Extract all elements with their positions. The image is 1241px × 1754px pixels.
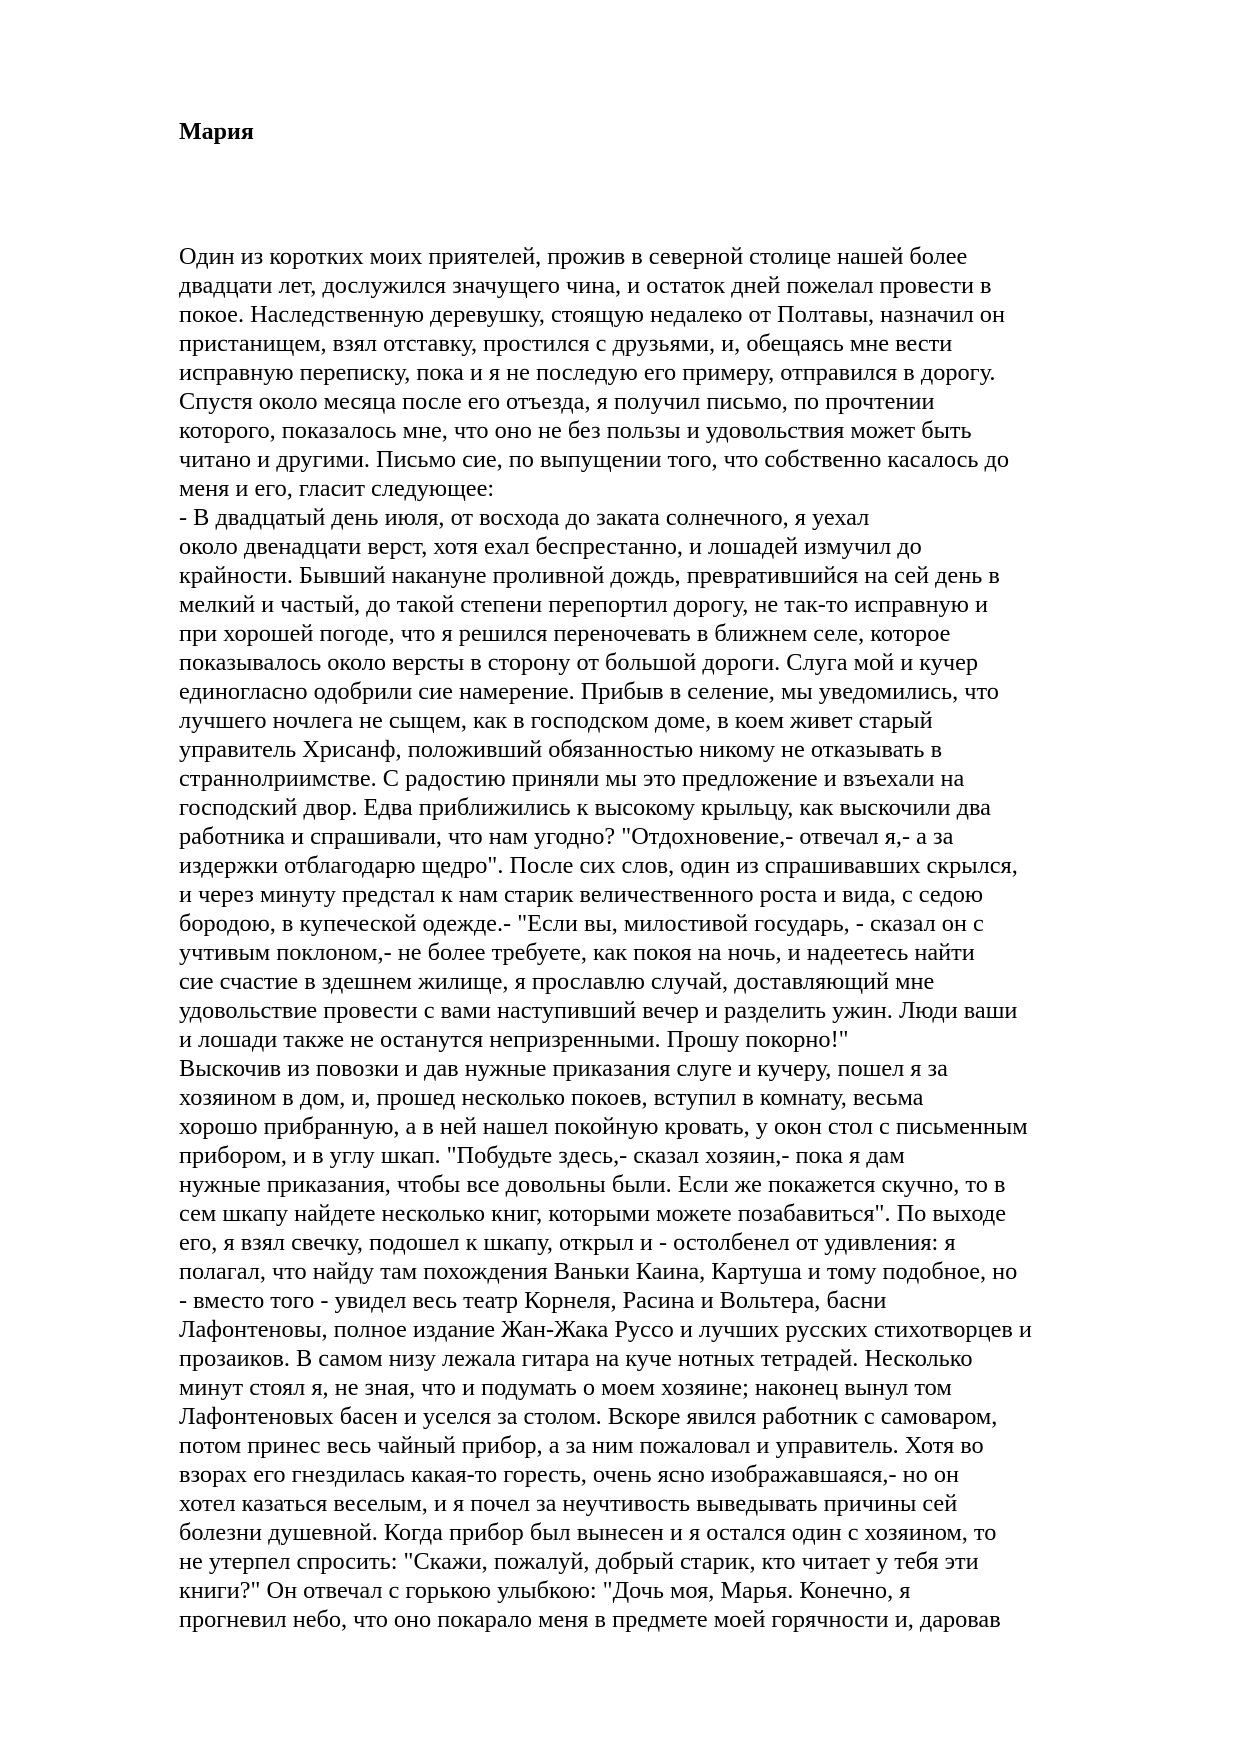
text-line: показывалось около версты в сторону от большой дороги. Слуга мой и кучер — [179, 649, 979, 676]
text-line: мелкий и частый, до такой степени перепортил дорогу, не так-то исправную и — [179, 591, 988, 618]
text-line: бородою, в купеческой одежде.- "Если вы, милостивой государь, - сказал он с — [179, 910, 984, 937]
text-line: болезни душевной. Когда прибор был вынесен и я остался один с хозяином, то — [179, 1519, 997, 1546]
text-line: учтивым поклоном,- не более требуете, как покоя на ночь, и надеетесь найти — [179, 939, 975, 966]
text-line: сем шкапу найдете несколько книг, которыми можете позабавиться". По выходе — [179, 1200, 1006, 1227]
text-line: не утерпел спросить: "Скажи, пожалуй, добрый старик, кто читает у тебя эти — [179, 1548, 979, 1575]
text-line: нужные приказания, чтобы все довольны были. Если же покажется скучно, то в — [179, 1171, 1006, 1198]
text-line: прогневил небо, что оно покарало меня в предмете моей горячности и, даровав — [179, 1606, 1001, 1633]
text-line: исправную переписку, пока и я не последую его примеру, отправился в дорогу. — [179, 359, 996, 386]
text-line: Один из коротких моих приятелей, прожив в северной столице нашей более — [179, 243, 968, 270]
text-line: меня и его, гласит следующее: — [179, 475, 495, 502]
text-line: покое. Наследственную деревушку, стоящую недалеко от Полтавы, назначил он — [179, 301, 1005, 328]
text-line: около двенадцати верст, хотя ехал беспрестанно, и лошадей измучил до — [179, 533, 922, 560]
text-line: крайности. Бывший накануне проливной дождь, превратившийся на сей день в — [179, 562, 1000, 589]
text-line: лучшего ночлега не сыщем, как в господском доме, в коем живет старый — [179, 707, 933, 734]
text-line: Спустя около месяца после его отъезда, я получил письмо, по прочтении — [179, 388, 935, 415]
text-line: страннолриимстве. С радостию приняли мы это предложение и взъехали на — [179, 765, 965, 792]
text-line: Лафонтеновых басен и уселся за столом. Вскоре явился работник с самоваром, — [179, 1403, 998, 1430]
text-line: минут стоял я, не зная, что и подумать о моем хозяине; наконец вынул том — [179, 1374, 952, 1401]
text-line: потом принес весь чайный прибор, а за ним пожаловал и управитель. Хотя во — [179, 1432, 984, 1459]
text-line: господский двор. Едва приближились к высокому крыльцу, как выскочили два — [179, 794, 991, 821]
text-line: при хорошей погоде, что я решился переночевать в ближнем селе, которое — [179, 620, 951, 647]
text-line: полагал, что найду там похождения Ваньки Каина, Картуша и тому подобное, но — [179, 1258, 1018, 1285]
text-line: единогласно одобрили сие намерение. Прибыв в селение, мы уведомились, что — [179, 678, 999, 705]
text-line: которого, показалось мне, что оно не без пользы и удовольствия может быть — [179, 417, 972, 444]
text-line: удовольствие провести с вами наступивший вечер и разделить ужин. Люди ваши — [179, 997, 1018, 1024]
text-line: Выскочив из повозки и дав нужные приказания слуге и кучеру, пошел я за — [179, 1055, 948, 1082]
text-line: работника и спрашивали, что нам угодно? "Отдохновение,- отвечал я,- а за — [179, 823, 954, 850]
text-line: хозяином в дом, и, прошед несколько покоев, вступил в комнату, весьма — [179, 1084, 924, 1111]
text-line: и лошади также не останутся непризренными. Прошу покорно!" — [179, 1026, 849, 1053]
text-line: взорах его гнездилась какая-то горесть, очень ясно изображавшаяся,- но он — [179, 1461, 959, 1488]
text-line: управитель Хрисанф, положивший обязанностью никому не отказывать в — [179, 736, 943, 763]
text-line: читано и другими. Письмо сие, по выпущении того, что собственно касалось до — [179, 446, 1010, 473]
text-line: его, я взял свечку, подошел к шкапу, открыл и - остолбенел от удивления: я — [179, 1229, 956, 1256]
text-line: - В двадцатый день июля, от восхода до заката солнечного, я уехал — [179, 504, 870, 531]
text-line: и через минуту предстал к нам старик величественного роста и вида, с седою — [179, 881, 984, 908]
text-line: двадцати лет, дослужился значущего чина, и остаток дней пожелал провести в — [179, 272, 992, 299]
text-line: издержки отблагодарю щедро". После сих слов, один из спрашивавших скрылся, — [179, 852, 1018, 879]
document-title: Мария — [179, 119, 254, 145]
text-line: Лафонтеновы, полное издание Жан-Жака Руссо и лучших русских стихотворцев и — [179, 1316, 1032, 1343]
document-body — [179, 242, 1179, 1634]
text-line: книги?" Он отвечал с горькою улыбкою: "Дочь моя, Марья. Конечно, я — [179, 1577, 911, 1604]
text-line: прибором, и в углу шкап. "Побудьте здесь,- сказал хозяин,- пока я дам — [179, 1142, 905, 1169]
text-line: хотел казаться веселым, и я почел за неучтивость выведывать причины сей — [179, 1490, 958, 1517]
text-line: пристанищем, взял отставку, простился с друзьями, и, обещаясь мне вести — [179, 330, 953, 357]
text-line: прозаиков. В самом низу лежала гитара на куче нотных тетрадей. Несколько — [179, 1345, 973, 1372]
text-line: хорошо прибранную, а в ней нашел покойную кровать, у окон стол с письменным — [179, 1113, 1028, 1140]
text-line: - вместо того - увидел весь театр Корнеля, Расина и Вольтера, басни — [179, 1287, 887, 1314]
text-line: сие счастие в здешнем жилище, я прославлю случай, доставляющий мне — [179, 968, 935, 995]
